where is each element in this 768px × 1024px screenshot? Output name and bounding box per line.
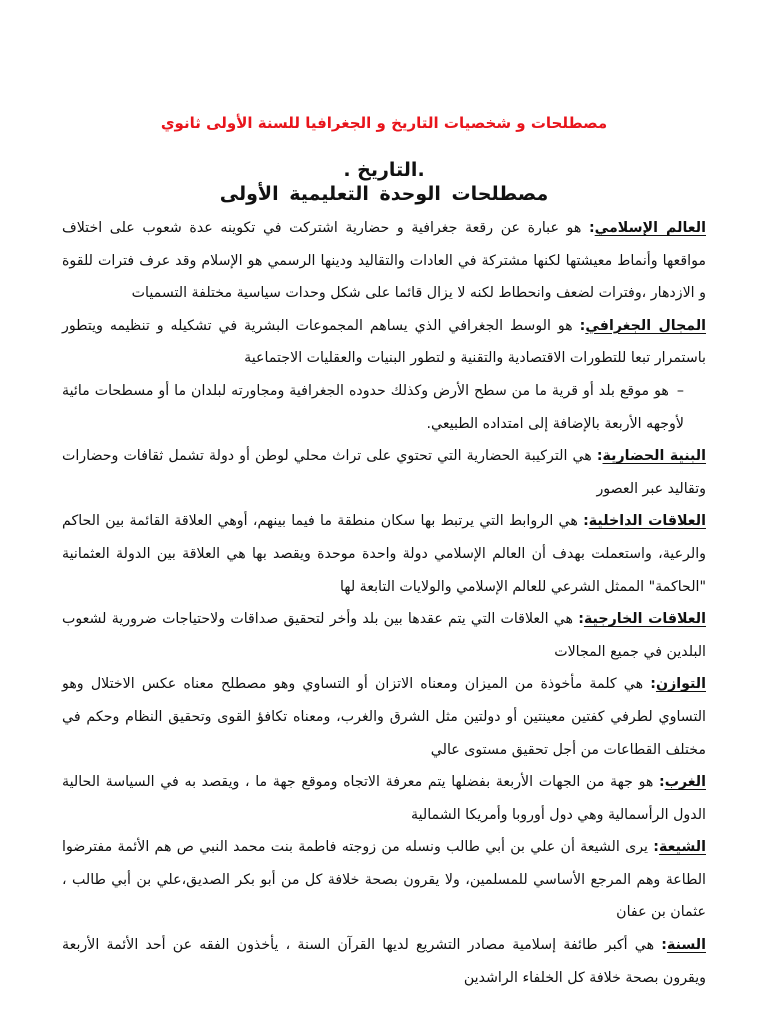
term-name: البنية الحضارية xyxy=(602,448,707,465)
term-entry-west: الغرب: هو جهة من الجهات الأربعة بفضلها يتم معرفة الاتجاه وموقع جهة ما ، ويقصد به في السياسة الحالية الدول الرأسمالية وهي دول أوروبا وأمريكا الشمالية xyxy=(62,774,706,823)
dash-bullet: – xyxy=(676,382,684,399)
term-definition: هي كلمة مأخوذة من الميزان ومعناه الاتزان أو التساوي وهو مصطلح معناه عكس الاختلال وهو التساوي لطرفي كفتين معينتين أو دولتين مثل الشرق والغرب، ومعناه تكافؤ القوى وتحقيق النظام وحكم في مختلف القطاعات من أجل تحقيق مستوى عالي xyxy=(62,676,706,758)
term-name: العالم الإسلامي xyxy=(594,220,706,236)
term-entry-external-relations: العلاقات الخارجية: هي العلاقات التي يتم عقدها بين بلد وأخر لتحقيق صداقات ولاحتياجات ضرورية لشعوب البلدين في جميع المجالات xyxy=(62,611,706,660)
term-entry-shia: الشيعة: يرى الشيعة أن علي بن أبي طالب ونسله من زوجته فاطمة بنت محمد النبي ص هم الأئمة مفترضوا الطاعة وهم المرجع الأساسي للمسلمين، ولا يقرون بصحة خلافة كل من أبو بكر الصديق،علي بن أبي طالب ، عثمان بن عفان xyxy=(62,839,706,921)
term-definition: هي التركيبة الحضارية التي تحتوي على تراث محلي لوطن أو دولة تشمل ثقافات وحضارات وتقاليد عبر العصور xyxy=(62,448,706,497)
term-definition: هو موقع بلد أو قرية ما من سطح الأرض وكذلك حدوده الجغرافية ومجاورته لبلدان ما أو مسطحات مائية لأوجهه الأربعة بالإضافة إلى امتداده الطبيعي. xyxy=(62,382,684,432)
term-entry-civilizational-structure: البنية الحضارية: هي التركيبة الحضارية التي تحتوي على تراث محلي لوطن أو دولة تشمل ثقافات وحضارات وتقاليد عبر العصور xyxy=(62,448,707,497)
term-definition: هي أكبر طائفة إسلامية مصادر التشريع لديها القرآن السنة ، يأخذون الفقه عن أحد الأئمة الأربعة ويقرون بصحة خلافة كل الخلفاء الراشدين xyxy=(62,937,706,986)
term-definition: هي العلاقات التي يتم عقدها بين بلد وأخر لتحقيق صداقات ولاحتياجات ضرورية لشعوب البلدين في جميع المجالات xyxy=(62,611,706,660)
term-entry-geographic-field: المجال الجغرافي: هو الوسط الجغرافي الذي يساهم المجموعات البشرية في تشكيله و تنظيمه ويتطور باستمرار تبعا للتطورات الاقتصادية والتقنية و لتطور البنيات والعقليات الاجتماعية xyxy=(62,317,707,367)
terms-list xyxy=(62,212,706,994)
section-heading: .التاريخ . xyxy=(343,159,425,181)
term-name: السنة xyxy=(666,937,706,954)
unit-heading: مصطلحات الوحدة التعليمية الأولى xyxy=(219,183,549,205)
term-name: الشيعة xyxy=(658,839,706,856)
document-title: مصطلحات و شخصيات التاريخ و الجغرافيا للسنة الأولى ثانوي xyxy=(160,114,608,132)
term-name: المجال الجغرافي xyxy=(585,317,707,334)
term-entry-internal-relations: العلاقات الداخلية: هي الروابط التي يرتبط بها سكان منطقة ما فيما بينهم، أوهي العلاقة القائمة بين الحاكم والرعية، واستعملت بهدف أن العالم الإسلامي دولة واحدة موحدة ويقصد بها هي العلاقة بين الدولة العثمانية "الحاكمة" الممثل الشرعي للعالم الإسلامي والولايات التابعة لها xyxy=(62,513,706,595)
term-definition: هو عبارة عن رقعة جغرافية و حضارية اشتركت في تكوينه عدة شعوب على اختلاف مواقعها وأنماط معيشتها لكنها مشتركة في العادات والتقاليد ودينها الرسمي هو الإسلام وقد عرف فترات للقوة و الازدهار ،وفترات لضعف وانحطاط لكنه لا يزال قائما على شكل وحدات سياسية مختلفة التسميات xyxy=(62,220,706,302)
term-entry-islamic-world: العالم الإسلامي: هو عبارة عن رقعة جغرافية و حضارية اشتركت في تكوينه عدة شعوب على اختلاف مواقعها وأنماط معيشتها لكنها مشتركة في العادات والتقاليد ودينها الرسمي هو الإسلام وقد عرف فترات للقوة و الازدهار ،وفترات لضعف وانحطاط لكنه لا يزال قائما على شكل وحدات سياسية مختلفة التسميات xyxy=(62,220,706,302)
term-entry-balance: التوازن: هي كلمة مأخوذة من الميزان ومعناه الاتزان أو التساوي وهو مصطلح معناه عكس الاختلال وهو التساوي لطرفي كفتين معينتين أو دولتين مثل الشرق والغرب، ومعناه تكافؤ القوى وتحقيق النظام وحكم في مختلف القطاعات من أجل تحقيق مستوى عالي xyxy=(62,676,706,758)
term-definition: يرى الشيعة أن علي بن أبي طالب ونسله من زوجته فاطمة بنت محمد النبي ص هم الأئمة مفترضوا الطاعة وهم المرجع الأساسي للمسلمين، ولا يقرون بصحة خلافة كل من أبو بكر الصديق،علي بن أبي طالب ، عثمان بن عفان xyxy=(62,839,706,921)
term-definition: هو الوسط الجغرافي الذي يساهم المجموعات البشرية في تشكيله و تنظيمه ويتطور باستمرار تبعا للتطورات الاقتصادية والتقنية و لتطور البنيات والعقليات الاجتماعية xyxy=(62,317,706,367)
term-name: التوازن xyxy=(655,676,706,693)
term-entry-location-note xyxy=(62,375,706,440)
term-entry-sunna: السنة: هي أكبر طائفة إسلامية مصادر التشريع لديها القرآن السنة ، يأخذون الفقه عن أحد الأئمة الأربعة ويقرون بصحة خلافة كل الخلفاء الراشدين xyxy=(62,937,706,986)
term-definition: هو جهة من الجهات الأربعة بفضلها يتم معرفة الاتجاه وموقع جهة ما ، ويقصد به في السياسة الحالية الدول الرأسمالية وهي دول أوروبا وأمريكا الشمالية xyxy=(62,774,706,823)
term-name: العلاقات الداخلية xyxy=(588,513,706,530)
term-definition: هي الروابط التي يرتبط بها سكان منطقة ما فيما بينهم، أوهي العلاقة القائمة بين الحاكم والرعية، واستعملت بهدف أن العالم الإسلامي دولة واحدة موحدة ويقصد بها هي العلاقة بين الدولة العثمانية "الحاكمة" الممثل الشرعي للعالم الإسلامي والولايات التابعة لها xyxy=(62,513,706,595)
term-name: العلاقات الخارجية xyxy=(583,611,706,628)
term-name: الغرب xyxy=(664,774,706,791)
